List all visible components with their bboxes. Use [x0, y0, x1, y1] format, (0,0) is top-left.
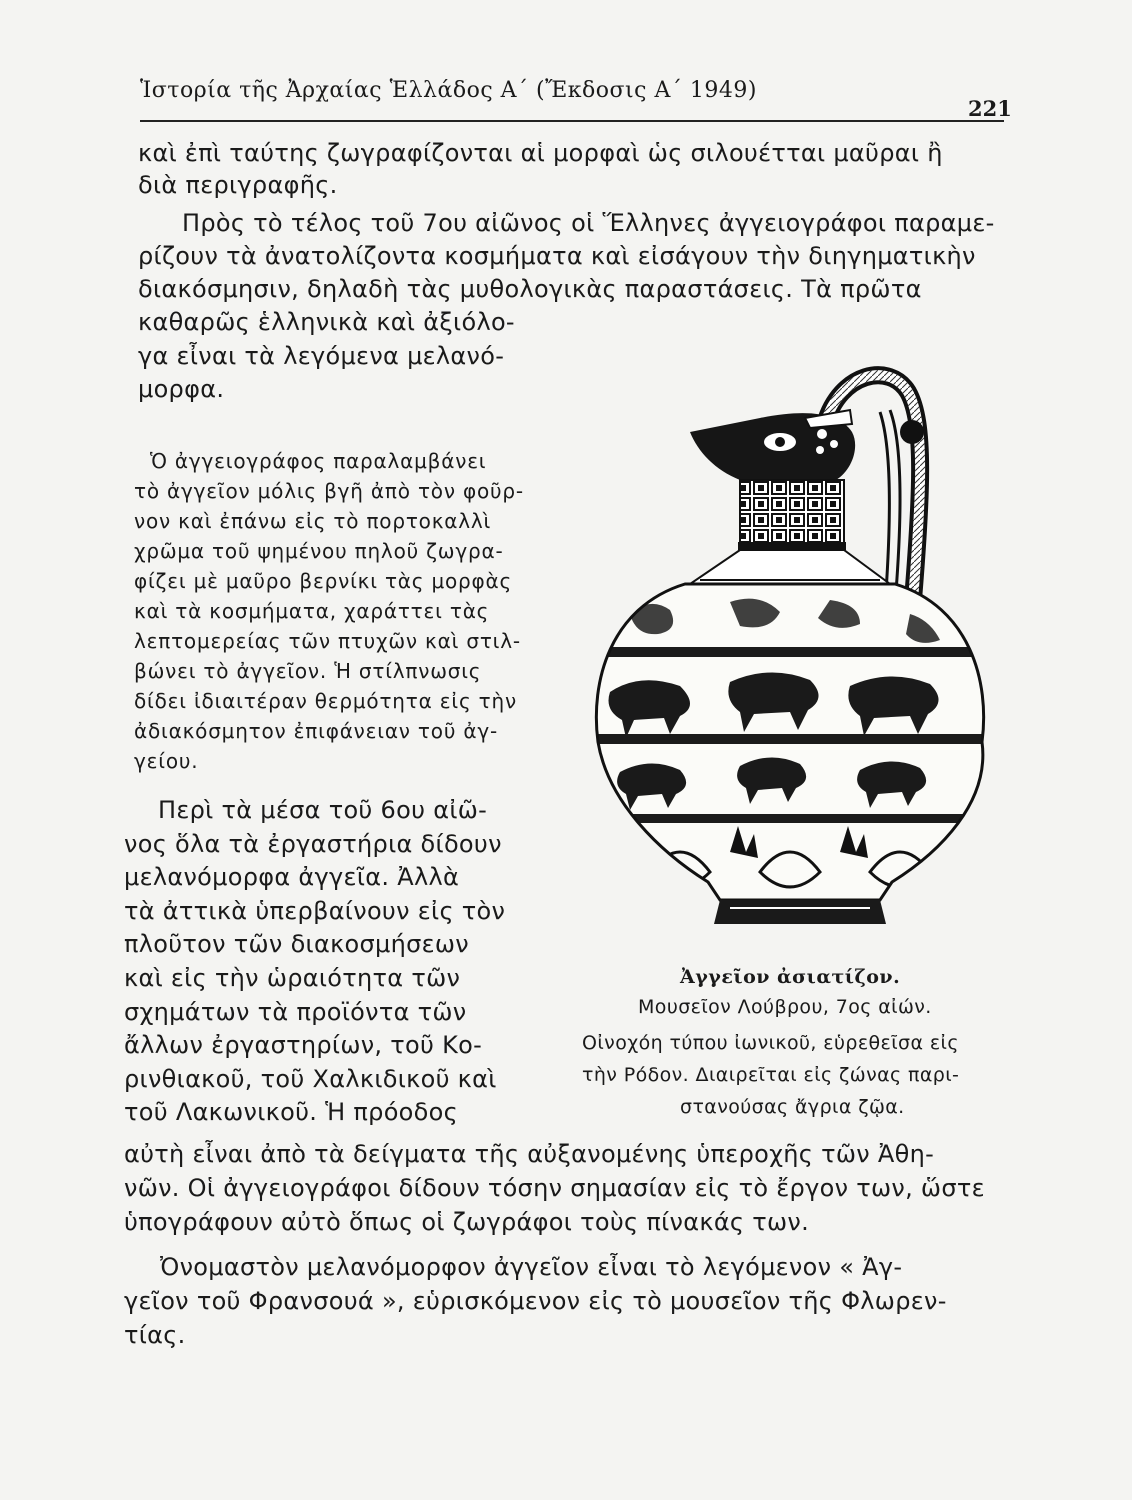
text-line: διακόσμησιν, δηλαδὴ τὰς μυθολογικὰς παραστάσεις. Τὰ πρῶτα [138, 275, 922, 303]
text-line: καθαρῶς ἑλληνικὰ καὶ ἀξιόλο- [138, 308, 515, 336]
text-line: μελανόμορφα ἀγγεῖα. Ἀλλὰ [124, 863, 460, 891]
text-line: ρίζουν τὰ ἀνατολίζοντα κοσμήματα καὶ εἰσάγουν τὴν διηγηματικὴν [138, 242, 976, 270]
text-line: γεῖον τοῦ Φρανσουά », εὑρισκόμενον εἰς τὸ μουσεῖον τῆς Φλωρεν- [124, 1287, 947, 1315]
text-line: ρινθιακοῦ, τοῦ Χαλκιδικοῦ καὶ [124, 1065, 497, 1093]
text-line: καὶ ἐπὶ ταύτης ζωγραφίζονται αἱ μορφαὶ ὡς σιλουέτται μαῦραι ἢ [138, 139, 943, 167]
page-number: 221 [968, 96, 1012, 121]
text-line: νῶν. Οἱ ἀγγειογράφοι δίδουν τόσην σημασίαν εἰς τὸ ἔργον των, ὥστε [124, 1174, 985, 1202]
vase-foot [714, 900, 886, 924]
caption-line: Μουσεῖον Λούβρου, 7ος αἰών. [638, 996, 932, 1018]
text-line: ὑπογράφουν αὐτὸ ὅπως οἱ ζωγράφοι τοὺς πίνακάς των. [124, 1208, 810, 1236]
text-line: τίας. [124, 1321, 186, 1349]
note-line: τὸ ἀγγεῖον μόλις βγῆ ἀπὸ τὸν φοῦρ- [134, 479, 524, 503]
text-line: μορφα. [138, 375, 225, 403]
header-rule [140, 120, 1004, 122]
note-line: Ὁ ἀγγειογράφος παραλαμβάνει [150, 449, 487, 473]
note-line: βώνει τὸ ἀγγεῖον. Ἡ στίλπνωσις [134, 659, 482, 683]
text-line: γα εἶναι τὰ λεγόμενα μελανό- [138, 342, 505, 370]
text-line: διὰ περιγραφῆς. [138, 171, 338, 199]
caption-line: στανούσας ἄγρια ζῷα. [680, 1096, 905, 1118]
vase-illustration [590, 352, 990, 932]
note-line: γείου. [134, 749, 199, 773]
note-line: ἀδιακόσμητον ἐπιφάνειαν τοῦ ἀγ- [134, 719, 498, 743]
running-header: Ἱστορία τῆς Ἀρχαίας Ἑλλάδος Α΄ (Ἔκδοσις Α΄ 1949) [140, 78, 757, 103]
note-line: δίδει ἰδιαιτέραν θερμότητα εἰς τὴν [134, 689, 517, 713]
note-line: λεπτομερείας τῶν πτυχῶν καὶ στιλ- [134, 629, 521, 653]
text-line: αὐτὴ εἶναι ἀπὸ τὰ δείγματα τῆς αὐξανομένης ὑπεροχῆς τῶν Ἀθη- [124, 1140, 935, 1168]
text-line: νος ὅλα τὰ ἐργαστήρια δίδουν [124, 830, 502, 858]
note-line: νον καὶ ἐπάνω εἰς τὸ πορτοκαλλὶ [134, 509, 492, 533]
caption-line: τὴν Ρόδον. Διαιρεῖται εἰς ζώνας παρι- [582, 1064, 960, 1086]
vase-neck [740, 480, 844, 544]
text-line: τὰ ἀττικὰ ὑπερβαίνουν εἰς τὸν [124, 897, 506, 925]
text-line: Ὀνομαστὸν μελανόμορφον ἀγγεῖον εἶναι τὸ λεγόμενον « Ἀγ- [160, 1253, 903, 1281]
note-line: καὶ τὰ κοσμήματα, χαράττει τὰς [134, 599, 490, 623]
text-line: ἄλλων ἐργαστηρίων, τοῦ Κο- [124, 1031, 483, 1059]
note-line: φίζει μὲ μαῦρο βερνίκι τὰς μορφὰς [134, 569, 513, 593]
vase-body [590, 582, 990, 912]
text-line: καὶ εἰς τὴν ὡραιότητα τῶν [124, 964, 461, 992]
text-line: Περὶ τὰ μέσα τοῦ 6ου αἰῶ- [158, 796, 488, 824]
text-line: τοῦ Λακωνικοῦ. Ἡ πρόοδος [124, 1098, 459, 1126]
text-line: πλοῦτον τῶν διακοσμήσεων [124, 930, 470, 958]
caption-title: Ἀγγεῖον ἀσιατίζον. [680, 966, 901, 988]
note-line: χρῶμα τοῦ ψημένου πηλοῦ ζωγρα- [134, 539, 504, 563]
text-line: Πρὸς τὸ τέλος τοῦ 7ου αἰῶνος οἱ Ἕλληνες ἀγγειογράφοι παραμε- [182, 209, 995, 237]
text-line: σχημάτων τὰ προϊόντα τῶν [124, 998, 467, 1026]
caption-line: Οἰνοχόη τύπου ἰωνικοῦ, εὑρεθεῖσα εἰς [582, 1032, 959, 1054]
